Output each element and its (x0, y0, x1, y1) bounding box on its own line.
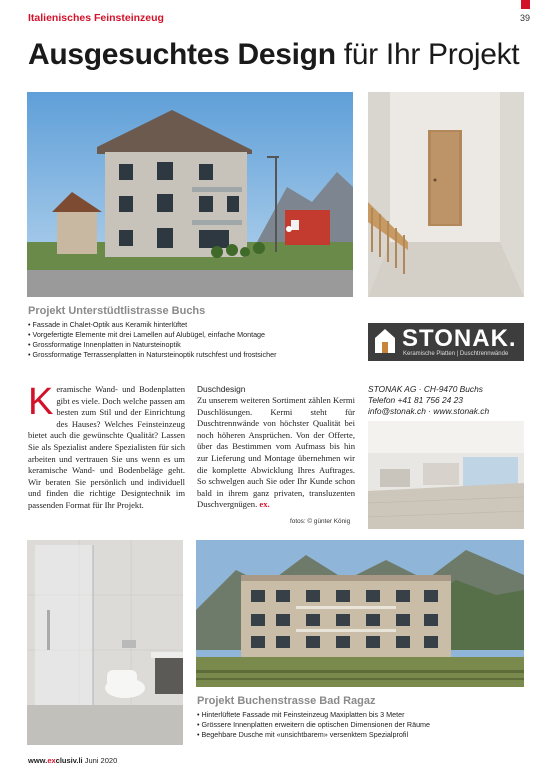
brand-name: STONAK. (402, 325, 517, 352)
stonak-logo (368, 323, 524, 361)
brand-tagline: Keramische Platten | Duschtrennwände (403, 351, 509, 357)
apartment-building-photo (196, 540, 524, 687)
section-label: Italienisches Feinsteinzeug (28, 12, 164, 24)
hallway-interior-photo (368, 92, 524, 297)
shower-text: Zu unserem weiteren Sortiment zählen Kermi Duschlösungen. Kermi steht für Duschtrennwände von höchster Qualität bei noch höheren Ansprüchen. Von der Offerte, über das Bestimmen vom Aufmass bis hin zur Lieferung und Montage übernehmen wir die komplette Abwicklung Ihres Auftrages. So schwelgen auch Sie oder Ihr Kunde schon bald in ihrem ganz privaten, transluzenten Duschvergnügen. (197, 395, 355, 510)
project2-title: Projekt Buchenstrasse Bad Ragaz (197, 695, 376, 707)
footer-prefix: www. (28, 756, 48, 765)
photo-credit: fotos: © günter König (290, 518, 351, 525)
footer-ex: ex (47, 756, 56, 765)
footer-suffix: clusiv.li (55, 756, 83, 765)
page-title (28, 38, 519, 72)
article-column-shower (197, 384, 355, 511)
project2-bullet-list (197, 710, 527, 740)
contact-address: STONAK AG · CH-9470 Buchs (368, 384, 483, 394)
article-intro (28, 381, 185, 512)
list-item: • Hinterlüftete Fassade mit Feinsteinzeug Maxiplatten bis 3 Meter (197, 710, 527, 720)
open-interior-photo (368, 421, 524, 529)
list-item: • Grossformatige Terrassenplatten in Natursteinoptik rutschfest und frostsicher (28, 350, 358, 360)
list-item: • Vorgefertigte Elemente mit drei Lamellen auf Alubügel, einfache Montage (28, 330, 358, 340)
drop-cap: K (28, 381, 54, 423)
list-item: • Begehbare Dusche mit «unsichtbarem» versenktem Spezialprofil (197, 730, 527, 740)
contact-block (368, 384, 528, 417)
house-icon (374, 328, 396, 354)
chalet-house-photo (27, 92, 353, 297)
page-number: 39 (519, 13, 530, 23)
shower-heading: Duschdesign (197, 384, 246, 394)
list-item: • Grössere Innenplatten erweitern die optischen Dimensionen der Räume (197, 720, 527, 730)
headline-bold: Ausgesuchtes Design (28, 38, 336, 71)
intro-text: eramische Wand- und Bodenplatten gibt es viele. Doch welche passen am besten zum Stil und der Einrichtung des Hauses? Welches Feinsteinzeug bietet auch die gewünschte Qualität? Lassen Sie als Spezialist andere Spezialisten für sich arbeiten und vertrauen Sie uns wenn es um keramische Wand- und Bodenbeläge geht. Wir beraten Sie persönlich und individuell und finden die richtige Designtechnik im passenden Format für Ihr Projekt. (28, 384, 185, 510)
project1-bullet-list (28, 320, 358, 360)
footer-date: Juni 2020 (84, 756, 118, 765)
contact-phone: Telefon +41 81 756 24 23 (368, 395, 463, 405)
bathroom-photo (27, 540, 183, 745)
list-item: • Fassade in Chalet-Optik aus Keramik hinterlüftet (28, 320, 358, 330)
headline-light: für Ihr Projekt (343, 38, 520, 71)
list-item: • Grossformatige Innenplatten in Natursteinoptik (28, 340, 358, 350)
project1-title: Projekt Unterstüdtlistrasse Buchs (28, 305, 206, 317)
contact-web: info@stonak.ch · www.stonak.ch (368, 406, 490, 416)
footer (28, 756, 117, 765)
corner-mark (521, 0, 530, 9)
end-mark: ex. (259, 499, 270, 510)
